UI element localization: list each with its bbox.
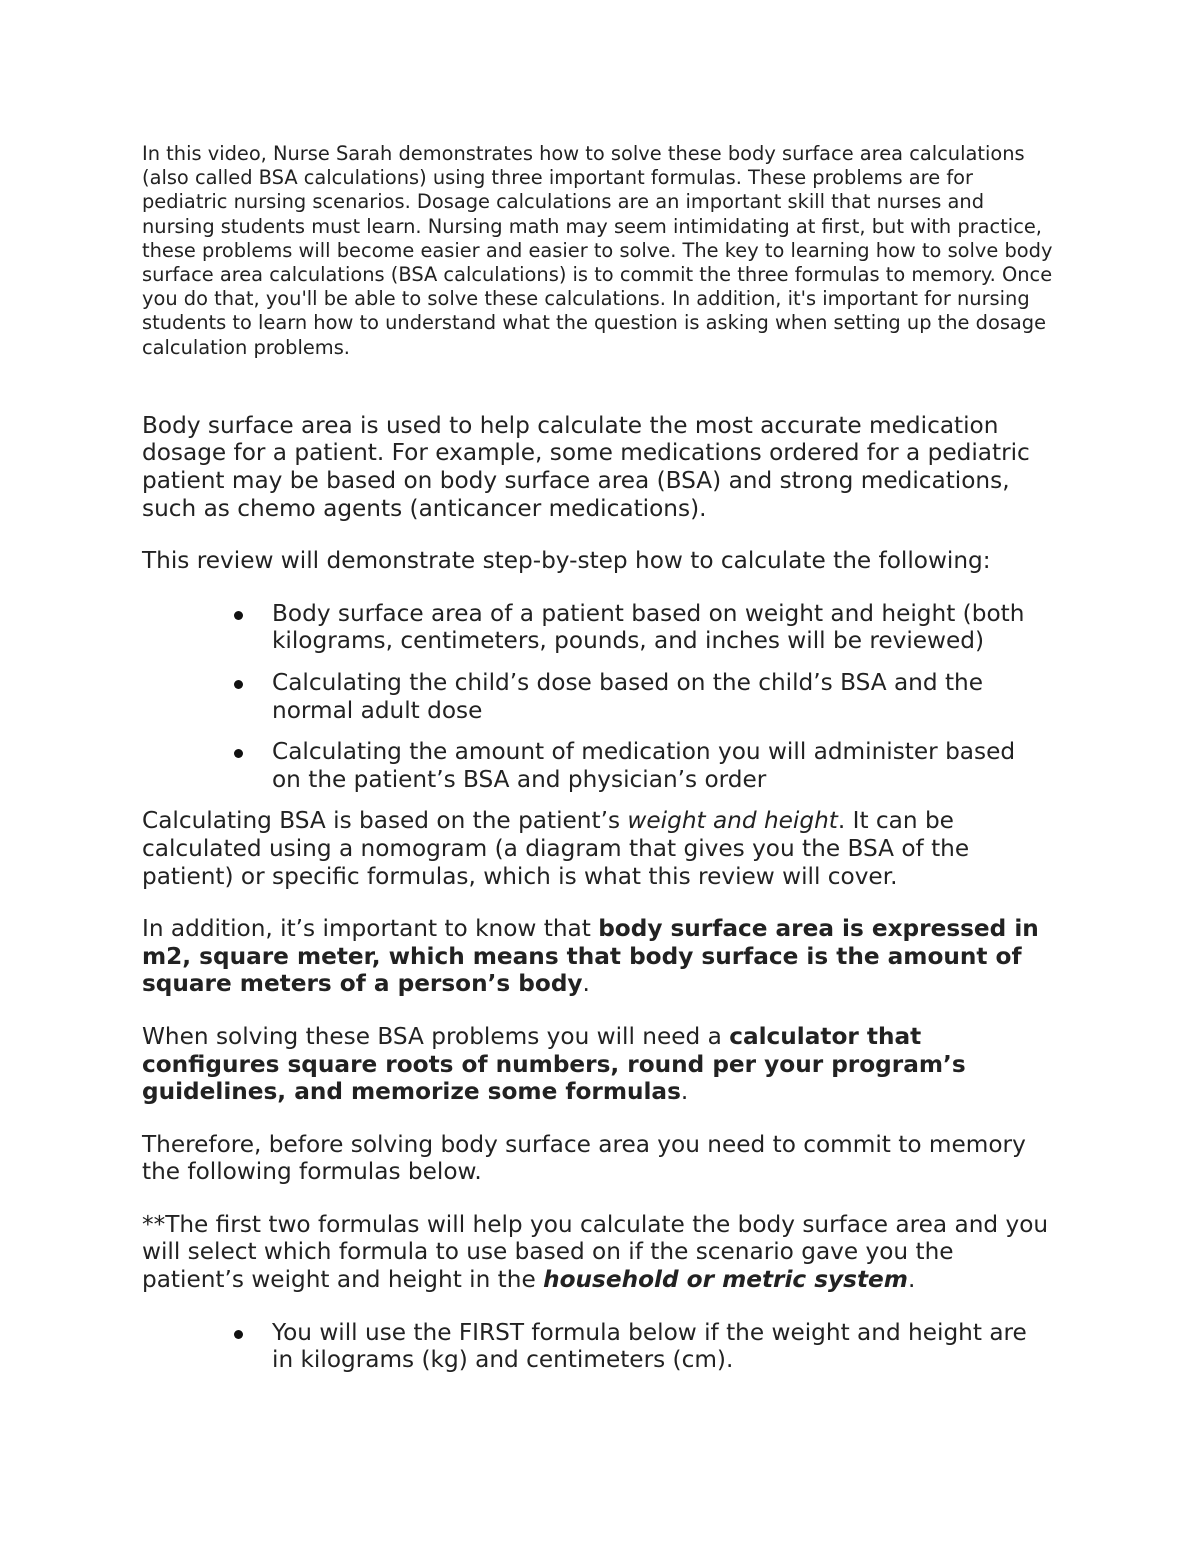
intro-paragraph: In this video, Nurse Sarah demonstrates how to solve these body surface area calculations (also called BSA calculations) using three important formulas. These problems are for pediatric nursing scenarios. Dosage calculations are an important skill that nurses and nursing students must learn. Nursing math may seem intimidating at first, but with practice, these problems will become easier and easier to solve. The key to learning how to solve body surface area calculations (BSA calculations) is to commit the three formulas to memory. Once you do that, you'll be able to solve these calculations. In addition, it's important for nursing students to learn how to understand what the question is asking when setting up the dosage calculation problems.: [142, 142, 1053, 359]
review-intro-paragraph: This review will demonstrate step-by-step how to calculate the following:: [142, 547, 991, 575]
strong-text: body surface area is expressed in m2, square meter, which means that body surface is the amount of square meters of a person’s body: [142, 915, 1039, 998]
list-item: [142, 668, 984, 724]
text-run: .: [582, 970, 590, 998]
emphasis-text: household or metric system: [543, 1266, 908, 1294]
strong-text: calculator that configures square roots of numbers, round per your program’s guidelines, and memorize some formulas: [142, 1022, 966, 1106]
calculating-bsa-paragraph: [142, 807, 1062, 890]
text-run: .: [907, 1266, 916, 1294]
bullet-icon: [234, 680, 243, 689]
list-item: [142, 738, 1016, 793]
list-item-text: You will use the FIRST formula below if the weight and height are in kilograms (kg) and centimeters (cm).: [272, 1318, 1027, 1374]
text-run: Calculating BSA is based on the patient’s: [142, 807, 628, 835]
therefore-paragraph: Therefore, before solving body surface area you need to commit to memory the following formulas below.: [142, 1130, 1026, 1186]
list-item-text: Calculating the child’s dose based on the child’s BSA and the normal adult dose: [272, 668, 984, 724]
text-run: **The first two formulas will help you calculate the body surface area and you will select which formula to use based on if the scenario gave you the patient’s weight and height in the: [142, 1210, 1049, 1294]
text-run: .: [680, 1078, 689, 1106]
emphasis-text: weight and height: [627, 807, 838, 835]
strong-text: [543, 1266, 908, 1293]
text-run: When solving these BSA problems you will need a: [142, 1022, 730, 1050]
text-run: In addition, it’s important to know that: [142, 915, 599, 943]
bullet-icon: [234, 1330, 243, 1339]
addition-paragraph: [142, 915, 1062, 998]
list-item-text: Calculating the amount of medication you will administer based on the patient’s BSA and physician’s order: [272, 738, 1016, 793]
formula-list: [142, 1318, 1027, 1374]
list-item: [142, 1318, 1027, 1374]
list-item: [142, 599, 1025, 655]
body-surface-paragraph: Body surface area is used to help calculate the most accurate medication dosage for a patient. For example, some medications ordered for a pediatric patient may be based on body surface area (BSA) and strong medications, such as chemo agents (anticancer medications).: [142, 411, 1030, 522]
solving-paragraph: [142, 1023, 1062, 1106]
bullet-icon: [234, 749, 243, 758]
review-list: [142, 599, 1025, 794]
list-item-text: Body surface area of a patient based on weight and height (both kilograms, centimeters, pounds, and inches will be reviewed): [272, 599, 1025, 655]
first-two-formulas-paragraph: [142, 1211, 1062, 1294]
text-run: . It can be calculated using a nomogram (a diagram that gives you the BSA of the patient) or specific formulas, which is what this review will cover.: [142, 807, 970, 890]
bullet-icon: [234, 611, 243, 620]
